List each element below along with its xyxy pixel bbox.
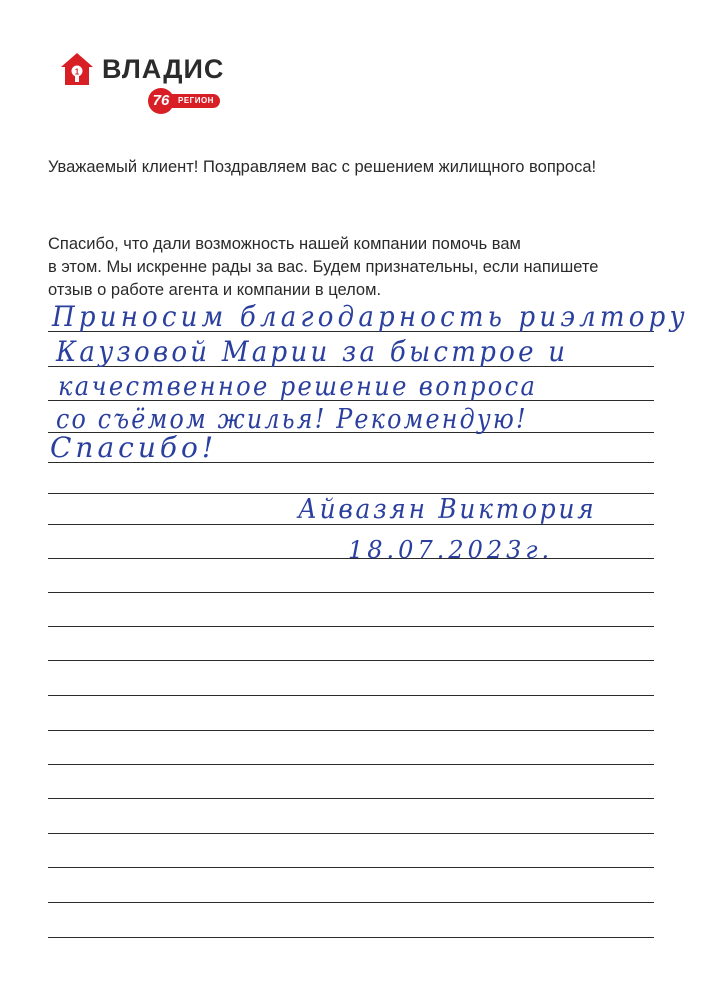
- logo-brand-text: ВЛАДИС: [102, 54, 225, 84]
- greeting-text: Уважаемый клиент! Поздравляем вас с решением жилищного вопроса!: [48, 158, 597, 176]
- ruled-line: [48, 833, 654, 834]
- house-key-icon: [60, 52, 94, 86]
- signature-name: Айвазян Виктория: [298, 494, 597, 525]
- ruled-line: [48, 867, 654, 868]
- svg-text:1: 1: [74, 67, 80, 77]
- ruled-line: [48, 695, 654, 696]
- region-badge-label: РЕГИОН: [168, 94, 220, 108]
- handwritten-line: Каузовой Марии за быстрое и: [56, 335, 569, 368]
- request-text-line: Спасибо, что дали возможность нашей компании помочь вам: [48, 235, 521, 253]
- handwritten-line: Спасибо!: [50, 431, 218, 464]
- ruled-line: [48, 902, 654, 903]
- ruled-line: [48, 764, 654, 765]
- request-text-line: отзыв о работе агента и компании в целом.: [48, 281, 382, 299]
- handwritten-line: со съёмом жилья! Рекомендую!: [56, 404, 528, 435]
- ruled-line: [48, 730, 654, 731]
- region-badge-number: 76: [148, 88, 174, 114]
- ruled-line: [48, 798, 654, 799]
- ruled-line: [48, 937, 654, 938]
- ruled-line: [48, 592, 654, 593]
- request-text-line: в этом. Мы искренне рады за вас. Будем признательны, если напишете: [48, 258, 599, 276]
- region-badge: [148, 88, 228, 114]
- company-logo: [60, 52, 235, 117]
- signature-date: 18.07.2023г.: [348, 536, 554, 564]
- ruled-line: [48, 660, 654, 661]
- handwritten-line: Приносим благодарность риэлтору: [52, 300, 689, 333]
- ruled-line: [48, 626, 654, 627]
- handwritten-line: качественное решение вопроса: [58, 372, 538, 402]
